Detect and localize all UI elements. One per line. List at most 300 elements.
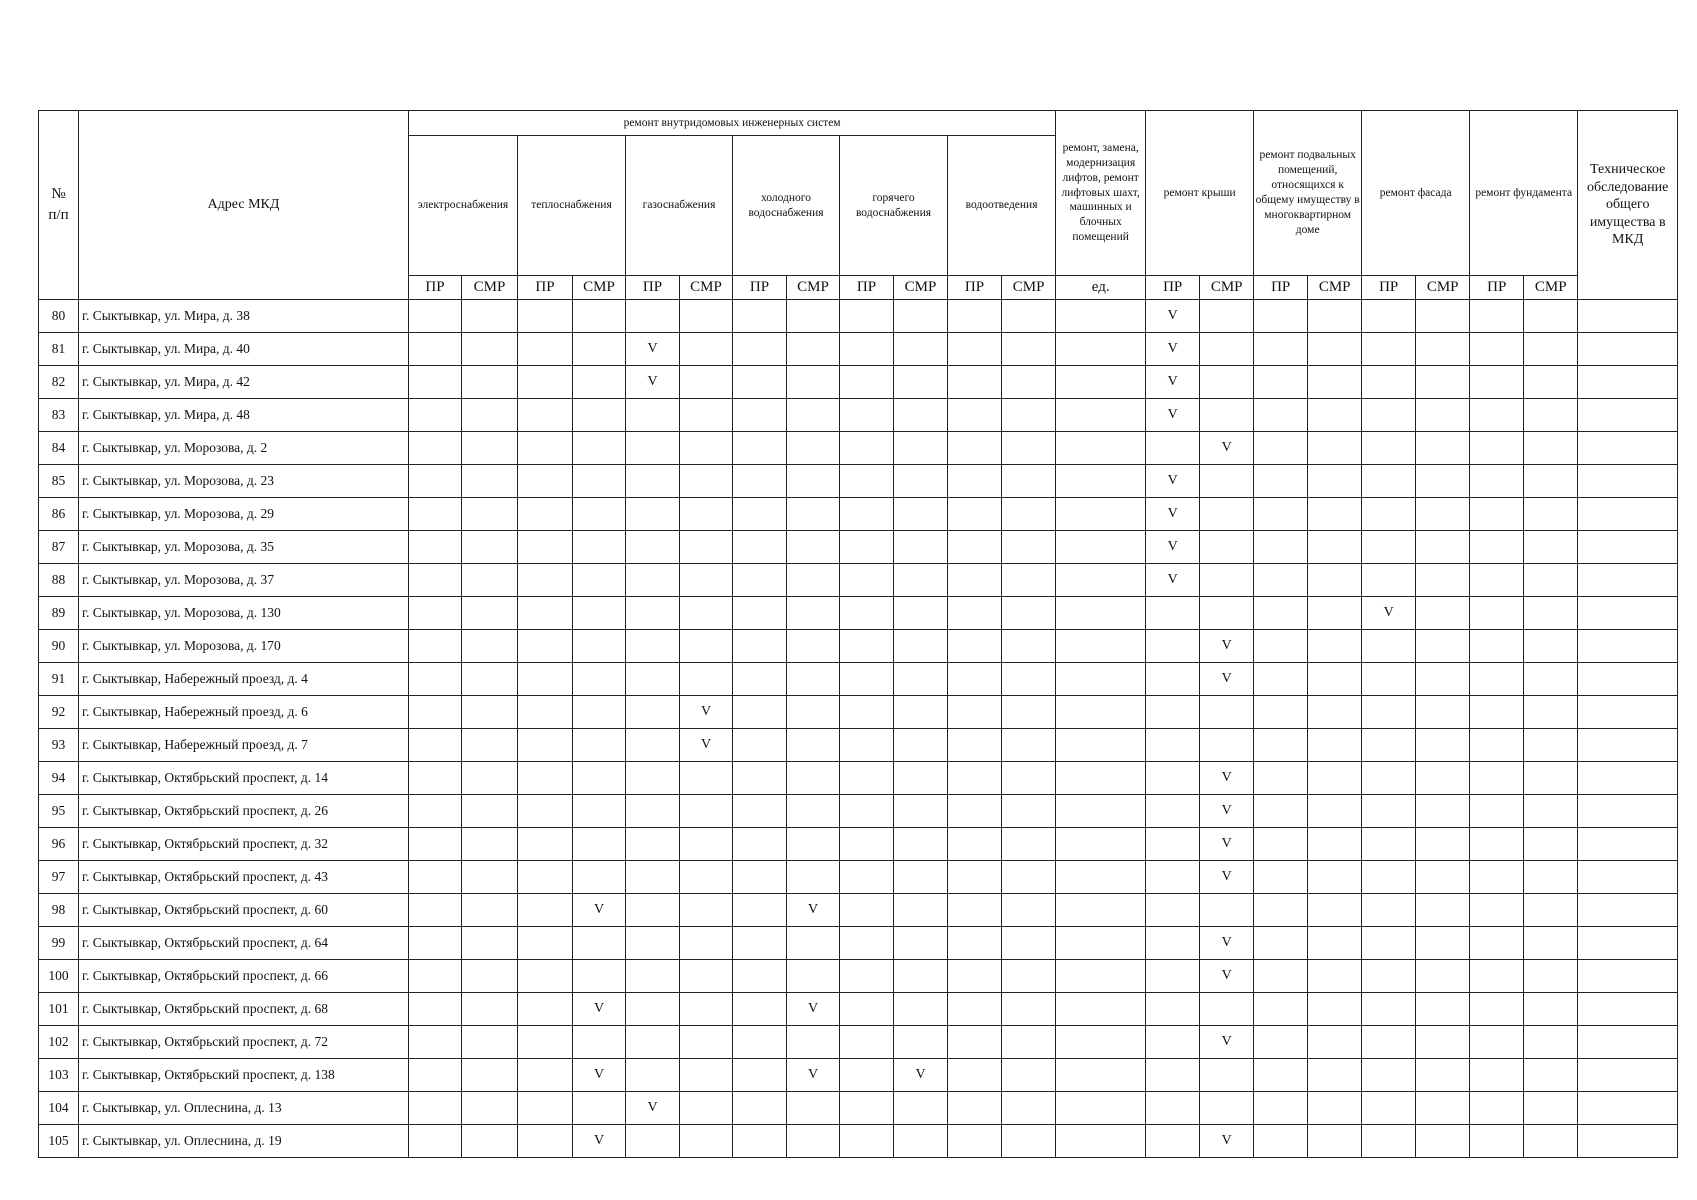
cell-gas_smr xyxy=(680,861,733,894)
subheader-roof-pr: ПР xyxy=(1146,276,1200,300)
cell-elec_pr xyxy=(409,630,462,663)
cell-hot_smr xyxy=(894,993,948,1026)
cell-found_smr xyxy=(1524,399,1578,432)
cell-found_pr xyxy=(1470,762,1524,795)
cell-drain_smr xyxy=(1002,993,1056,1026)
cell-heat_smr xyxy=(573,498,626,531)
cell-base_smr xyxy=(1308,333,1362,366)
cell-roof_smr xyxy=(1200,300,1254,333)
cell-found_pr xyxy=(1470,795,1524,828)
row-address: г. Сыктывкар, ул. Оплеснина, д. 19 xyxy=(79,1125,409,1158)
cell-heat_pr xyxy=(518,1092,573,1125)
cell-roof_pr: V xyxy=(1146,465,1200,498)
cell-found_smr xyxy=(1524,597,1578,630)
cell-lifts xyxy=(1056,861,1146,894)
cell-found_smr xyxy=(1524,696,1578,729)
row-address: г. Сыктывкар, ул. Мира, д. 40 xyxy=(79,333,409,366)
cell-hot_pr xyxy=(840,993,894,1026)
cell-heat_pr xyxy=(518,597,573,630)
row-number: 101 xyxy=(39,993,79,1026)
cell-cold_pr xyxy=(733,300,787,333)
cell-elec_pr xyxy=(409,795,462,828)
cell-elec_pr xyxy=(409,663,462,696)
cell-elec_smr xyxy=(462,333,518,366)
cell-roof_smr: V xyxy=(1200,861,1254,894)
subheader-facade-smr: СМР xyxy=(1416,276,1470,300)
cell-facade_pr xyxy=(1362,531,1416,564)
cell-gas_pr xyxy=(626,795,680,828)
row-number: 84 xyxy=(39,432,79,465)
cell-drain_smr xyxy=(1002,729,1056,762)
cell-facade_smr xyxy=(1416,1059,1470,1092)
table-row xyxy=(39,696,1678,729)
cell-hot_smr xyxy=(894,663,948,696)
cell-heat_smr xyxy=(573,960,626,993)
cell-hot_smr xyxy=(894,1026,948,1059)
table-row xyxy=(39,432,1678,465)
cell-base_pr xyxy=(1254,993,1308,1026)
cell-elec_pr xyxy=(409,894,462,927)
cell-tech xyxy=(1578,795,1678,828)
cell-cold_pr xyxy=(733,1026,787,1059)
cell-facade_pr xyxy=(1362,564,1416,597)
cell-base_smr xyxy=(1308,663,1362,696)
row-address: г. Сыктывкар, ул. Мира, д. 38 xyxy=(79,300,409,333)
table-row xyxy=(39,828,1678,861)
cell-roof_smr: V xyxy=(1200,1026,1254,1059)
table-row xyxy=(39,795,1678,828)
cell-gas_smr xyxy=(680,795,733,828)
cell-drain_pr xyxy=(948,894,1002,927)
cell-lifts xyxy=(1056,993,1146,1026)
cell-facade_smr xyxy=(1416,795,1470,828)
cell-cold_pr xyxy=(733,630,787,663)
cell-facade_pr xyxy=(1362,795,1416,828)
header-system-gas: газоснабжения xyxy=(626,136,733,276)
cell-base_smr xyxy=(1308,465,1362,498)
cell-hot_pr xyxy=(840,1092,894,1125)
cell-hot_pr xyxy=(840,960,894,993)
cell-gas_pr: V xyxy=(626,333,680,366)
cell-cold_smr xyxy=(787,927,840,960)
cell-lifts xyxy=(1056,663,1146,696)
cell-tech xyxy=(1578,1026,1678,1059)
row-number: 81 xyxy=(39,333,79,366)
cell-hot_pr xyxy=(840,597,894,630)
cell-roof_pr: V xyxy=(1146,498,1200,531)
cell-base_smr xyxy=(1308,597,1362,630)
row-address: г. Сыктывкар, Октябрьский проспект, д. 66 xyxy=(79,960,409,993)
cell-hot_smr xyxy=(894,366,948,399)
header-system-cold-water: холодного водоснабжения xyxy=(733,136,840,276)
cell-elec_pr xyxy=(409,729,462,762)
cell-drain_pr xyxy=(948,630,1002,663)
cell-gas_pr xyxy=(626,828,680,861)
cell-elec_pr xyxy=(409,597,462,630)
cell-elec_smr xyxy=(462,1059,518,1092)
row-address: г. Сыктывкар, Октябрьский проспект, д. 60 xyxy=(79,894,409,927)
subheader-gas-pr: ПР xyxy=(626,276,680,300)
cell-facade_smr xyxy=(1416,465,1470,498)
cell-found_smr xyxy=(1524,960,1578,993)
cell-found_pr xyxy=(1470,366,1524,399)
cell-drain_pr xyxy=(948,729,1002,762)
table-row xyxy=(39,762,1678,795)
cell-cold_smr xyxy=(787,696,840,729)
header-facade: ремонт фасада xyxy=(1362,111,1470,276)
cell-lifts xyxy=(1056,498,1146,531)
cell-drain_pr xyxy=(948,465,1002,498)
cell-hot_pr xyxy=(840,564,894,597)
cell-tech xyxy=(1578,564,1678,597)
cell-hot_pr xyxy=(840,300,894,333)
cell-elec_smr xyxy=(462,663,518,696)
cell-found_pr xyxy=(1470,1092,1524,1125)
row-address: г. Сыктывкар, Октябрьский проспект, д. 138 xyxy=(79,1059,409,1092)
cell-lifts xyxy=(1056,1092,1146,1125)
cell-elec_pr xyxy=(409,366,462,399)
cell-base_pr xyxy=(1254,795,1308,828)
cell-drain_pr xyxy=(948,696,1002,729)
cell-gas_smr xyxy=(680,366,733,399)
cell-heat_smr xyxy=(573,663,626,696)
cell-elec_pr xyxy=(409,762,462,795)
cell-tech xyxy=(1578,894,1678,927)
subheader-base-smr: СМР xyxy=(1308,276,1362,300)
cell-roof_smr xyxy=(1200,399,1254,432)
cell-drain_pr xyxy=(948,432,1002,465)
cell-hot_pr xyxy=(840,861,894,894)
cell-facade_pr xyxy=(1362,300,1416,333)
cell-cold_pr xyxy=(733,498,787,531)
subheader-drain-smr: СМР xyxy=(1002,276,1056,300)
cell-elec_smr xyxy=(462,432,518,465)
cell-base_pr xyxy=(1254,498,1308,531)
cell-tech xyxy=(1578,927,1678,960)
row-number: 93 xyxy=(39,729,79,762)
cell-base_pr xyxy=(1254,861,1308,894)
cell-base_smr xyxy=(1308,630,1362,663)
cell-facade_pr xyxy=(1362,894,1416,927)
cell-gas_pr xyxy=(626,630,680,663)
cell-facade_pr: V xyxy=(1362,597,1416,630)
row-address: г. Сыктывкар, Набережный проезд, д. 7 xyxy=(79,729,409,762)
cell-elec_pr xyxy=(409,861,462,894)
cell-cold_pr xyxy=(733,399,787,432)
cell-hot_smr xyxy=(894,399,948,432)
cell-hot_pr xyxy=(840,1125,894,1158)
cell-found_smr xyxy=(1524,762,1578,795)
cell-gas_pr xyxy=(626,927,680,960)
cell-base_pr xyxy=(1254,564,1308,597)
cell-heat_smr xyxy=(573,729,626,762)
cell-elec_smr xyxy=(462,399,518,432)
cell-elec_pr xyxy=(409,960,462,993)
cell-tech xyxy=(1578,300,1678,333)
cell-found_smr xyxy=(1524,795,1578,828)
cell-roof_smr: V xyxy=(1200,762,1254,795)
cell-base_smr xyxy=(1308,498,1362,531)
cell-hot_smr xyxy=(894,927,948,960)
cell-roof_smr xyxy=(1200,564,1254,597)
cell-gas_smr xyxy=(680,300,733,333)
cell-heat_smr: V xyxy=(573,894,626,927)
cell-base_pr xyxy=(1254,828,1308,861)
cell-cold_pr xyxy=(733,465,787,498)
table-row xyxy=(39,993,1678,1026)
cell-heat_smr xyxy=(573,333,626,366)
cell-facade_pr xyxy=(1362,828,1416,861)
cell-tech xyxy=(1578,861,1678,894)
cell-hot_smr xyxy=(894,432,948,465)
subheader-facade-pr: ПР xyxy=(1362,276,1416,300)
cell-hot_smr xyxy=(894,564,948,597)
cell-base_smr xyxy=(1308,432,1362,465)
cell-roof_smr xyxy=(1200,1092,1254,1125)
cell-base_pr xyxy=(1254,399,1308,432)
row-address: г. Сыктывкар, Октябрьский проспект, д. 32 xyxy=(79,828,409,861)
cell-heat_smr xyxy=(573,366,626,399)
cell-tech xyxy=(1578,498,1678,531)
row-address: г. Сыктывкар, ул. Морозова, д. 130 xyxy=(79,597,409,630)
cell-facade_smr xyxy=(1416,1026,1470,1059)
cell-elec_pr xyxy=(409,993,462,1026)
cell-lifts xyxy=(1056,630,1146,663)
cell-heat_pr xyxy=(518,564,573,597)
cell-elec_smr xyxy=(462,828,518,861)
cell-gas_smr xyxy=(680,399,733,432)
cell-drain_smr xyxy=(1002,927,1056,960)
cell-base_smr xyxy=(1308,564,1362,597)
cell-cold_smr xyxy=(787,630,840,663)
cell-hot_pr xyxy=(840,927,894,960)
cell-gas_smr xyxy=(680,564,733,597)
cell-elec_smr xyxy=(462,894,518,927)
table-row xyxy=(39,729,1678,762)
cell-heat_pr xyxy=(518,993,573,1026)
cell-cold_pr xyxy=(733,432,787,465)
cell-facade_smr xyxy=(1416,960,1470,993)
cell-cold_smr: V xyxy=(787,1059,840,1092)
cell-base_smr xyxy=(1308,1092,1362,1125)
cell-heat_pr xyxy=(518,366,573,399)
row-number: 100 xyxy=(39,960,79,993)
cell-facade_smr xyxy=(1416,432,1470,465)
cell-base_pr xyxy=(1254,630,1308,663)
cell-roof_smr xyxy=(1200,597,1254,630)
cell-base_smr xyxy=(1308,300,1362,333)
cell-roof_pr xyxy=(1146,894,1200,927)
cell-drain_smr xyxy=(1002,630,1056,663)
cell-found_pr xyxy=(1470,960,1524,993)
cell-found_pr xyxy=(1470,1125,1524,1158)
cell-lifts xyxy=(1056,465,1146,498)
cell-cold_pr xyxy=(733,1059,787,1092)
cell-found_pr xyxy=(1470,399,1524,432)
cell-base_smr xyxy=(1308,399,1362,432)
cell-found_smr xyxy=(1524,993,1578,1026)
cell-drain_smr xyxy=(1002,828,1056,861)
cell-lifts xyxy=(1056,399,1146,432)
cell-base_smr xyxy=(1308,828,1362,861)
cell-base_pr xyxy=(1254,663,1308,696)
table-row xyxy=(39,333,1678,366)
row-number: 89 xyxy=(39,597,79,630)
cell-elec_smr xyxy=(462,960,518,993)
cell-tech xyxy=(1578,696,1678,729)
table-row xyxy=(39,597,1678,630)
cell-drain_pr xyxy=(948,795,1002,828)
cell-heat_pr xyxy=(518,300,573,333)
cell-base_smr xyxy=(1308,960,1362,993)
table-row xyxy=(39,663,1678,696)
cell-heat_smr xyxy=(573,465,626,498)
cell-cold_smr xyxy=(787,795,840,828)
cell-roof_smr xyxy=(1200,531,1254,564)
cell-lifts xyxy=(1056,729,1146,762)
row-address: г. Сыктывкар, Октябрьский проспект, д. 64 xyxy=(79,927,409,960)
cell-heat_smr: V xyxy=(573,1125,626,1158)
cell-base_smr xyxy=(1308,1026,1362,1059)
row-number: 94 xyxy=(39,762,79,795)
row-number: 85 xyxy=(39,465,79,498)
cell-found_pr xyxy=(1470,861,1524,894)
cell-elec_smr xyxy=(462,597,518,630)
cell-base_pr xyxy=(1254,1026,1308,1059)
cell-facade_smr xyxy=(1416,1125,1470,1158)
table-body xyxy=(39,300,1678,1158)
cell-tech xyxy=(1578,366,1678,399)
cell-hot_smr xyxy=(894,465,948,498)
cell-facade_pr xyxy=(1362,498,1416,531)
cell-found_pr xyxy=(1470,663,1524,696)
cell-heat_pr xyxy=(518,861,573,894)
cell-facade_smr xyxy=(1416,531,1470,564)
cell-facade_pr xyxy=(1362,927,1416,960)
cell-roof_pr xyxy=(1146,993,1200,1026)
cell-roof_smr xyxy=(1200,366,1254,399)
cell-tech xyxy=(1578,630,1678,663)
cell-tech xyxy=(1578,465,1678,498)
cell-found_pr xyxy=(1470,498,1524,531)
cell-elec_pr xyxy=(409,927,462,960)
cell-cold_pr xyxy=(733,1092,787,1125)
cell-cold_smr xyxy=(787,828,840,861)
cell-elec_smr xyxy=(462,366,518,399)
row-address: г. Сыктывкар, Набережный проезд, д. 4 xyxy=(79,663,409,696)
cell-drain_pr xyxy=(948,300,1002,333)
cell-elec_pr xyxy=(409,333,462,366)
cell-elec_smr xyxy=(462,696,518,729)
cell-heat_pr xyxy=(518,762,573,795)
table-row xyxy=(39,960,1678,993)
cell-found_pr xyxy=(1470,333,1524,366)
cell-roof_smr: V xyxy=(1200,795,1254,828)
cell-lifts xyxy=(1056,828,1146,861)
cell-base_pr xyxy=(1254,432,1308,465)
cell-base_pr xyxy=(1254,927,1308,960)
subheader-hot-smr: СМР xyxy=(894,276,948,300)
cell-base_pr xyxy=(1254,531,1308,564)
cell-hot_pr xyxy=(840,663,894,696)
cell-elec_smr xyxy=(462,300,518,333)
cell-lifts xyxy=(1056,1026,1146,1059)
cell-found_smr xyxy=(1524,927,1578,960)
cell-roof_smr: V xyxy=(1200,432,1254,465)
row-address: г. Сыктывкар, ул. Морозова, д. 2 xyxy=(79,432,409,465)
cell-hot_pr xyxy=(840,729,894,762)
cell-drain_smr xyxy=(1002,465,1056,498)
row-address: г. Сыктывкар, Октябрьский проспект, д. 72 xyxy=(79,1026,409,1059)
cell-heat_pr xyxy=(518,894,573,927)
cell-cold_smr xyxy=(787,1125,840,1158)
cell-drain_pr xyxy=(948,1059,1002,1092)
cell-facade_pr xyxy=(1362,993,1416,1026)
cell-drain_smr xyxy=(1002,366,1056,399)
cell-elec_pr xyxy=(409,828,462,861)
cell-drain_smr xyxy=(1002,1125,1056,1158)
cell-facade_smr xyxy=(1416,1092,1470,1125)
cell-drain_smr xyxy=(1002,663,1056,696)
cell-hot_pr xyxy=(840,696,894,729)
cell-roof_pr xyxy=(1146,1125,1200,1158)
cell-drain_pr xyxy=(948,597,1002,630)
cell-roof_smr: V xyxy=(1200,663,1254,696)
cell-facade_pr xyxy=(1362,960,1416,993)
cell-facade_pr xyxy=(1362,1125,1416,1158)
header-system-drainage: водоотведения xyxy=(948,136,1056,276)
cell-found_pr xyxy=(1470,432,1524,465)
cell-gas_pr xyxy=(626,1059,680,1092)
cell-base_smr xyxy=(1308,366,1362,399)
cell-found_pr xyxy=(1470,1026,1524,1059)
cell-facade_pr xyxy=(1362,630,1416,663)
cell-facade_pr xyxy=(1362,1026,1416,1059)
row-number: 105 xyxy=(39,1125,79,1158)
cell-tech xyxy=(1578,828,1678,861)
cell-elec_pr xyxy=(409,498,462,531)
row-address: г. Сыктывкар, Набережный проезд, д. 6 xyxy=(79,696,409,729)
cell-roof_pr xyxy=(1146,597,1200,630)
cell-tech xyxy=(1578,663,1678,696)
cell-elec_pr xyxy=(409,1092,462,1125)
cell-heat_pr xyxy=(518,729,573,762)
subheader-found-pr: ПР xyxy=(1470,276,1524,300)
cell-roof_pr xyxy=(1146,960,1200,993)
cell-gas_smr xyxy=(680,531,733,564)
row-number: 80 xyxy=(39,300,79,333)
cell-found_pr xyxy=(1470,597,1524,630)
cell-hot_pr xyxy=(840,432,894,465)
cell-roof_smr xyxy=(1200,696,1254,729)
row-address: г. Сыктывкар, ул. Морозова, д. 29 xyxy=(79,498,409,531)
cell-lifts xyxy=(1056,960,1146,993)
cell-cold_smr xyxy=(787,663,840,696)
cell-tech xyxy=(1578,1059,1678,1092)
cell-hot_smr xyxy=(894,828,948,861)
cell-tech xyxy=(1578,1092,1678,1125)
cell-cold_smr xyxy=(787,564,840,597)
cell-found_pr xyxy=(1470,465,1524,498)
cell-hot_pr xyxy=(840,498,894,531)
cell-facade_smr xyxy=(1416,498,1470,531)
cell-cold_pr xyxy=(733,795,787,828)
cell-elec_pr xyxy=(409,1125,462,1158)
cell-elec_pr xyxy=(409,696,462,729)
cell-base_pr xyxy=(1254,597,1308,630)
cell-roof_smr: V xyxy=(1200,960,1254,993)
table-row xyxy=(39,861,1678,894)
